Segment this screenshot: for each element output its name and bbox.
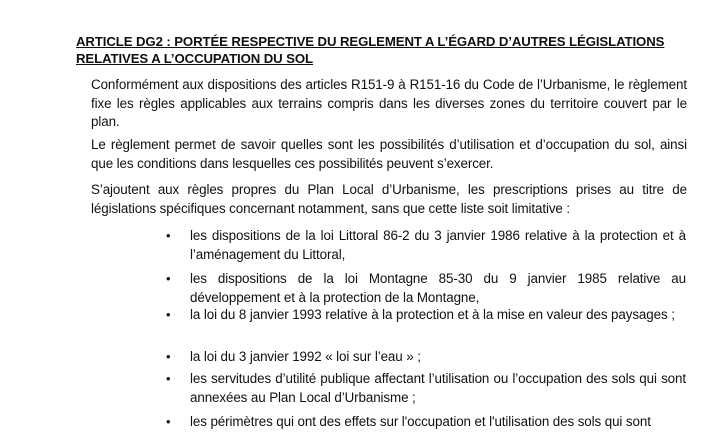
bullet-icon: • [166,414,171,429]
list-item-text: la loi du 3 janvier 1992 « loi sur l’eau » ; [190,349,421,364]
list-item-text: les servitudes d’utilité publique affectant l’utilisation ou l’occupation des sols qui sont annexées au Plan Local d’Urbanisme ; [190,371,686,405]
paragraph-prescriptions: S’ajoutent aux règles propres du Plan Local d’Urbanisme, les prescriptions prises au titre de législations spécifiques concernant notamment, sans que cette liste soit limitative : [91,182,687,216]
article-heading: ARTICLE DG2 : PORTÉE RESPECTIVE DU REGLEMENT A L’ÉGARD D’AUTRES LÉGISLATIONS RELATIVES A L’OCCUPATION DU SOL [76,34,665,66]
list-item-text: les dispositions de la loi Littoral 86-2 du 3 janvier 1986 relative à la protection et à l’aménagement du Littoral, [190,228,686,262]
bullet-icon: • [166,271,171,286]
bullet-icon: • [166,228,171,243]
paragraph-code-urbanisme: Conformément aux dispositions des articles R151-9 à R151-16 du Code de l’Urbanisme, le règlement fixe les règles applicables aux terrains compris dans les diverses zones du territoire couvert par le plan. [91,77,687,129]
paragraph-possibilites: Le règlement permet de savoir quelles sont les possibilités d’utilisation et d’occupation du sol, ainsi que les conditions dans lesquelles ces possibilités peuvent s’exercer. [91,137,687,171]
bullet-icon: • [166,349,171,364]
list-item-text: les dispositions de la loi Montagne 85-30 du 9 janvier 1985 relative au développement et à la protection de la Montagne, [190,271,686,305]
bullet-icon: • [166,371,171,386]
bullet-icon: • [166,307,171,322]
list-item-text: la loi du 8 janvier 1993 relative à la protection et à la mise en valeur des paysages ; [190,307,675,322]
list-item-text: les périmètres qui ont des effets sur l'occupation et l'utilisation des sols qui sont [190,414,651,429]
